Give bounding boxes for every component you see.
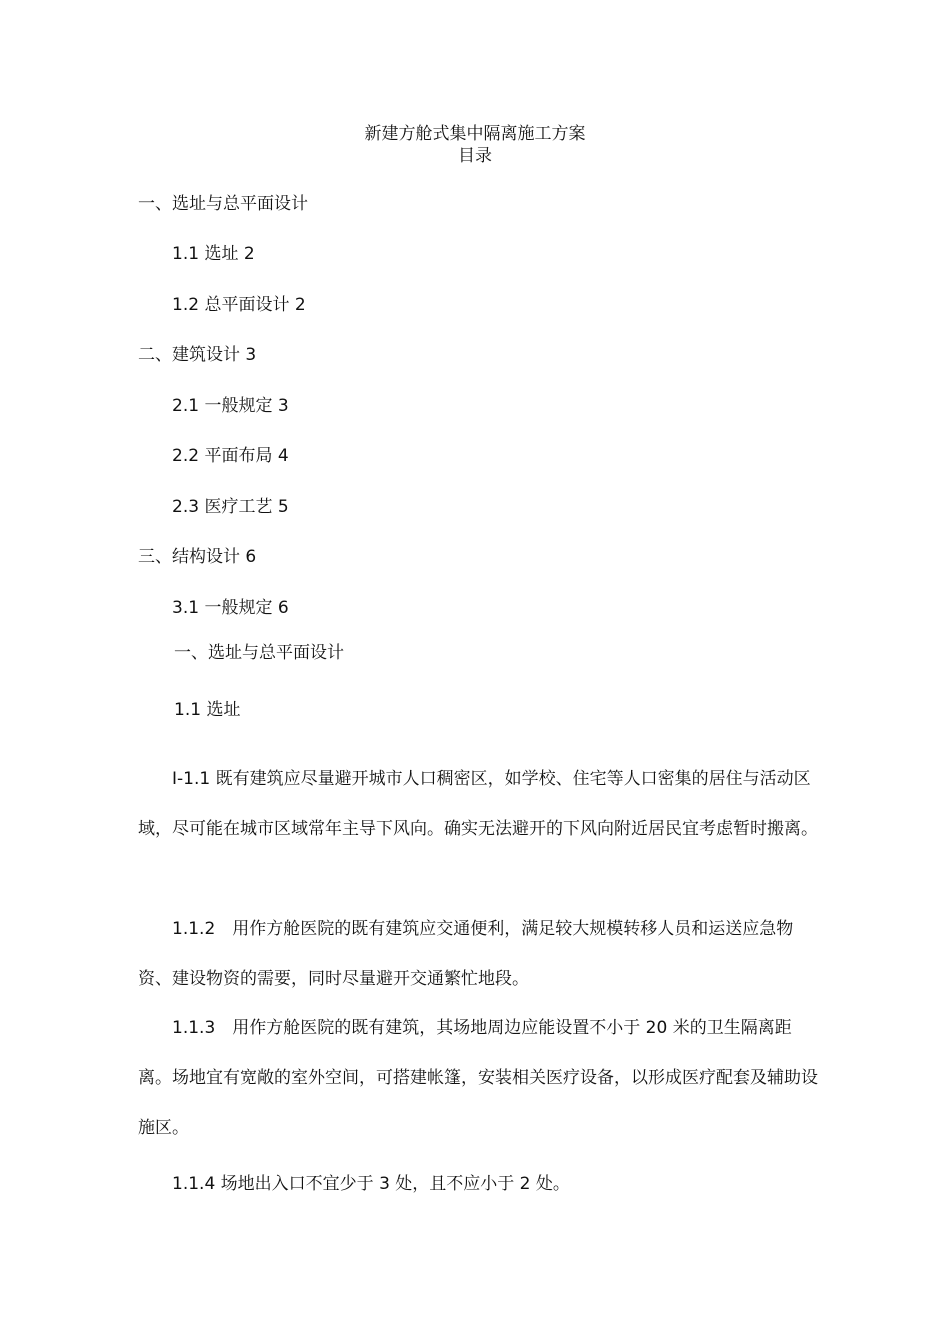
toc-entry[interactable]: 二、建筑设计 3	[138, 345, 257, 365]
document-title: 新建方舱式集中隔离施工方案	[364, 124, 586, 144]
toc-entry[interactable]: 一、选址与总平面设计	[138, 194, 308, 214]
body-paragraph: 1.1.4 场地出入口不宜少于 3 处，且不应小于 2 处。	[172, 1174, 570, 1194]
body-paragraph: 1.1.3 用作方舱医院的既有建筑，其场地周边应能设置不小于 20 米的卫生隔离距离。场地宜有宽敞的室外空间，可搭建帐篷，安装相关医疗设备，以形成医疗配套及辅助设施区。	[138, 1018, 818, 1138]
section-heading: 一、选址与总平面设计	[174, 643, 344, 663]
toc-heading: 目录	[458, 146, 492, 166]
toc-entry[interactable]: 2.3 医疗工艺 5	[172, 497, 289, 517]
subsection-heading: 1.1 选址	[174, 700, 241, 720]
toc-entry[interactable]: 1.2 总平面设计 2	[172, 295, 306, 315]
body-paragraph: I-1.1 既有建筑应尽量避开城市人口稠密区，如学校、住宅等人口密集的居住与活动区域，尽可能在城市区域常年主导下风向。确实无法避开的下风向附近居民宜考虑暂时搬离。	[138, 769, 818, 839]
toc-entry[interactable]: 1.1 选址 2	[172, 244, 255, 264]
body-paragraph: 1.1.2 用作方舱医院的既有建筑应交通便利，满足较大规模转移人员和运送应急物资、建设物资的需要，同时尽量避开交通繁忙地段。	[138, 919, 794, 989]
toc-entry[interactable]: 2.1 一般规定 3	[172, 396, 289, 416]
toc-entry[interactable]: 三、结构设计 6	[138, 547, 257, 567]
toc-entry[interactable]: 3.1 一般规定 6	[172, 598, 289, 618]
toc-entry[interactable]: 2.2 平面布局 4	[172, 446, 289, 466]
